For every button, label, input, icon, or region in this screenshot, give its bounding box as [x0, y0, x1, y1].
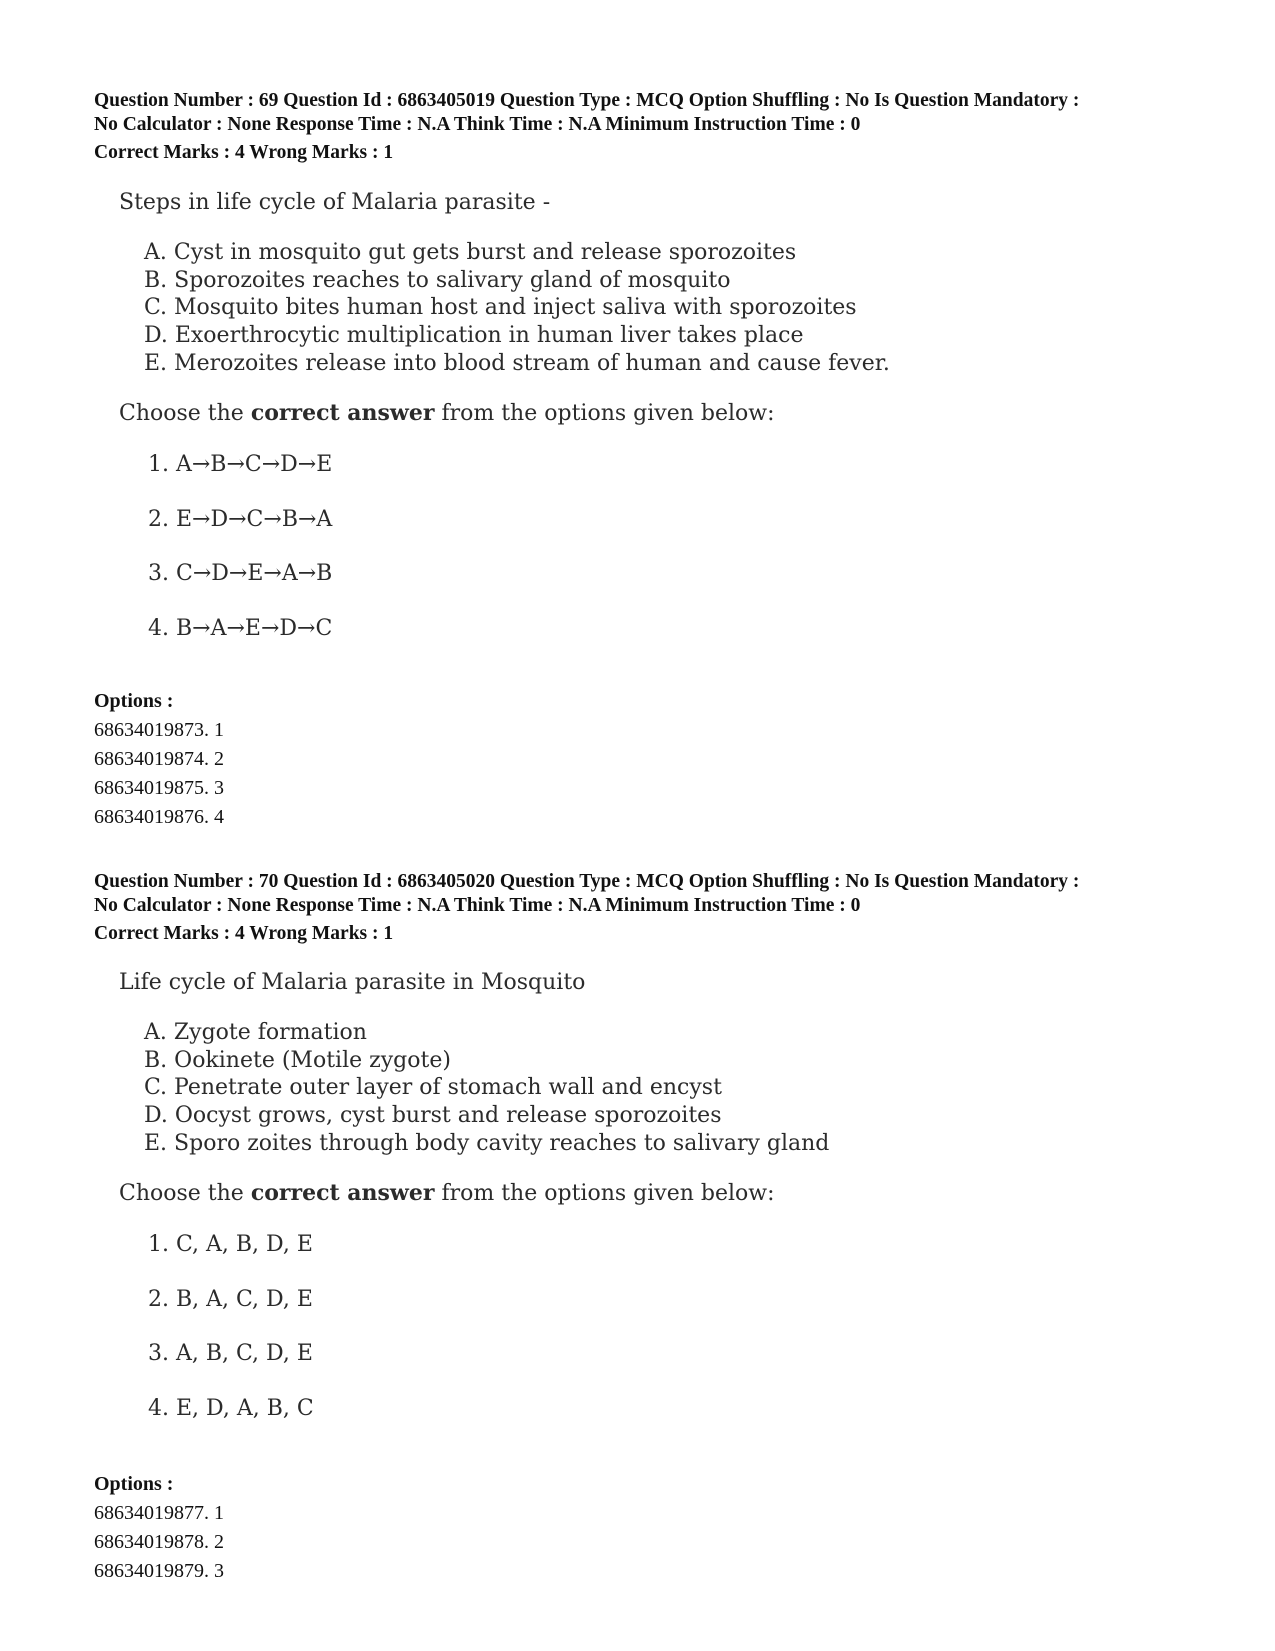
- question-70-header: [94, 870, 1194, 946]
- statement-list: [119, 239, 890, 377]
- statement-item: A. Zygote formation: [144, 1020, 367, 1045]
- question-70-stem: [119, 969, 829, 1449]
- question-marks: Correct Marks : 4 Wrong Marks : 1: [94, 142, 394, 163]
- statement-item: A. Cyst in mosquito gut gets burst and release sporozoites: [144, 240, 797, 265]
- statement-item: E. Merozoites release into blood stream of human and cause fever.: [144, 350, 890, 376]
- question-69-stem: [119, 189, 890, 669]
- options-label: Options :: [94, 690, 174, 712]
- choose-text-post: from the options given below:: [434, 401, 775, 427]
- option-id: 68634019879. 3: [94, 1560, 224, 1582]
- question-meta-line-1: Question Number : 69 Question Id : 6863405019 Question Type : MCQ Option Shuffling : No Is Question Mandatory :: [94, 90, 1080, 111]
- option-id-list: [94, 1499, 224, 1586]
- answer-choice-list: [119, 451, 890, 669]
- question-70-options: [94, 1469, 224, 1586]
- statement-item: C. Penetrate outer layer of stomach wall and encyst: [144, 1075, 722, 1101]
- answer-choice: 2. B, A, C, D, E: [148, 1286, 313, 1312]
- choose-instruction: [119, 1179, 829, 1207]
- answer-choice-list: [119, 1231, 829, 1449]
- answer-choice: 3. C→D→E→A→B: [148, 561, 333, 587]
- question-69-header: [94, 89, 1194, 165]
- choose-text-bold: correct answer: [250, 1180, 435, 1207]
- option-id: 68634019873. 1: [94, 719, 224, 741]
- option-id: 68634019878. 2: [94, 1531, 224, 1553]
- stem-title: Steps in life cycle of Malaria parasite -: [119, 190, 551, 215]
- choose-text-bold: correct answer: [250, 400, 435, 427]
- option-id: 68634019876. 4: [94, 806, 224, 828]
- choose-text-pre: Choose the: [119, 1181, 251, 1207]
- question-meta-line-2: No Calculator : None Response Time : N.A Think Time : N.A Minimum Instruction Time : 0: [94, 114, 861, 135]
- question-meta: [94, 870, 1194, 918]
- question-meta-line-2: No Calculator : None Response Time : N.A Think Time : N.A Minimum Instruction Time : 0: [94, 895, 861, 916]
- option-id-list: [94, 716, 224, 832]
- question-meta: [94, 89, 1194, 137]
- question-marks: Correct Marks : 4 Wrong Marks : 1: [94, 923, 394, 944]
- statement-item: D. Oocyst grows, cyst burst and release sporozoites: [144, 1103, 722, 1129]
- option-id: 68634019877. 1: [94, 1502, 224, 1524]
- choose-instruction: [119, 399, 890, 427]
- statement-item: E. Sporo zoites through body cavity reaches to salivary gland: [144, 1130, 830, 1156]
- options-label: Options :: [94, 1473, 174, 1495]
- answer-choice: 1. C, A, B, D, E: [148, 1232, 313, 1258]
- option-id: 68634019875. 3: [94, 777, 224, 799]
- statement-item: B. Sporozoites reaches to salivary gland of mosquito: [144, 267, 731, 293]
- choose-text-pre: Choose the: [119, 401, 251, 427]
- answer-choice: 4. B→A→E→D→C: [148, 615, 333, 641]
- answer-choice: 1. A→B→C→D→E: [148, 452, 333, 478]
- statement-item: C. Mosquito bites human host and inject saliva with sporozoites: [144, 295, 857, 321]
- statement-item: D. Exoerthrocytic multiplication in human liver takes place: [144, 323, 804, 349]
- statement-list: [119, 1019, 829, 1157]
- answer-choice: 2. E→D→C→B→A: [148, 506, 333, 532]
- choose-text-post: from the options given below:: [434, 1181, 775, 1207]
- question-69-options: [94, 686, 224, 832]
- question-meta-line-1: Question Number : 70 Question Id : 6863405020 Question Type : MCQ Option Shuffling : No Is Question Mandatory :: [94, 871, 1080, 892]
- stem-title: Life cycle of Malaria parasite in Mosquito: [119, 970, 586, 995]
- answer-choice: 3. A, B, C, D, E: [148, 1341, 313, 1367]
- option-id: 68634019874. 2: [94, 748, 224, 770]
- statement-item: B. Ookinete (Motile zygote): [144, 1047, 451, 1073]
- answer-choice: 4. E, D, A, B, C: [148, 1395, 314, 1421]
